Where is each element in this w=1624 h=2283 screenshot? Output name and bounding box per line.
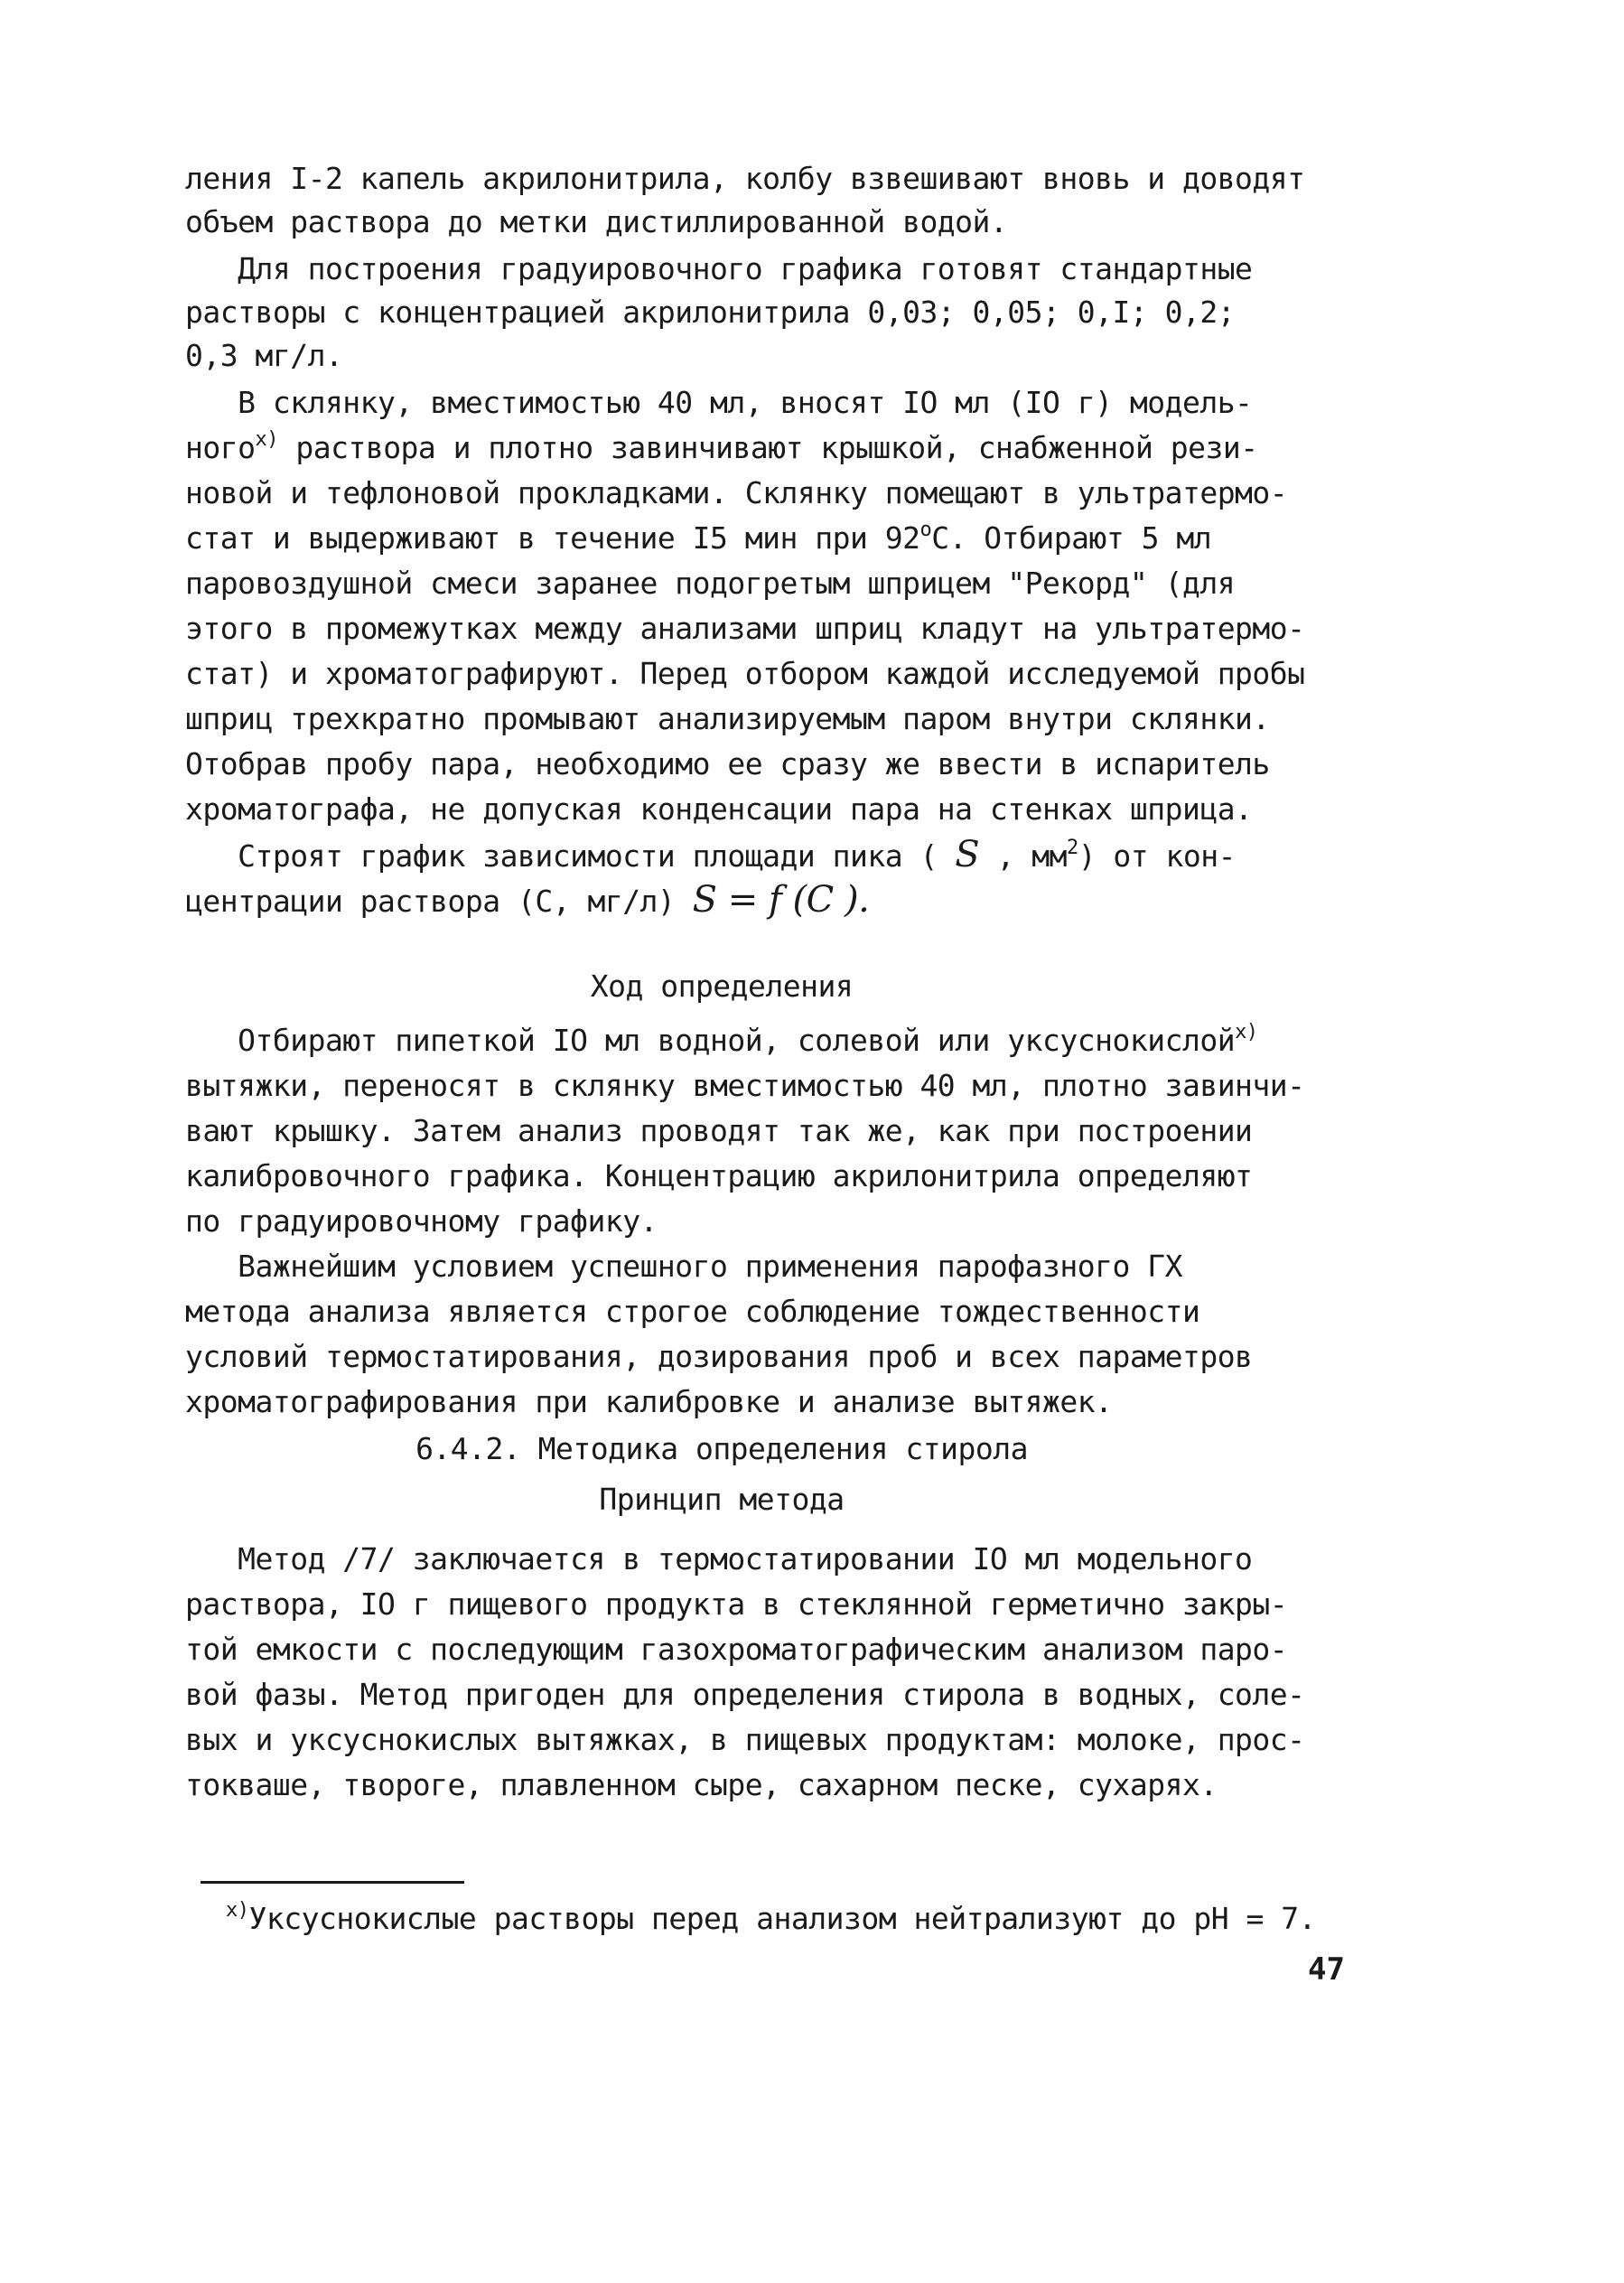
text-line: метода анализа является строгое соблюдение тождественности <box>185 1294 1200 1329</box>
handwritten-symbol: S <box>955 834 980 875</box>
text-line: Важнейшим условием успешного применения парофазного ГХ <box>185 1249 1182 1284</box>
text-fragment: Отбирают пипеткой IO мл водной, солевой или уксуснокислой <box>185 1023 1236 1058</box>
text-fragment: стат и выдерживают в течение I5 мин при 92 <box>185 520 920 556</box>
text-line: Метод /7/ заключается в термостатировании IO мл модельного <box>185 1541 1253 1577</box>
superscript: 2 <box>1066 837 1078 859</box>
subsection-heading: Принцип метода <box>599 1482 845 1517</box>
text-fragment: , мм <box>979 838 1067 874</box>
text-line: той емкости с последующим газохроматографическим анализом паро- <box>185 1632 1288 1667</box>
text-line: новой и тефлоновой прокладками. Склянку помещают в ультратермо- <box>185 475 1288 510</box>
text-line: вытяжки, переносят в склянку вместимостью 40 мл, плотно завинчи- <box>185 1068 1305 1103</box>
text-line: вой фазы. Метод пригоден для определения стирола в водных, соле- <box>185 1677 1305 1712</box>
footnote-marker: х) <box>226 1899 249 1922</box>
text-line <box>185 879 870 921</box>
text-line: 0,3 мг/л. <box>185 338 343 373</box>
footnote-marker: х) <box>1235 1021 1258 1043</box>
section-heading: 6.4.2. Методика определения стирола <box>415 1431 1028 1466</box>
footnote <box>226 1901 1316 1937</box>
text-line: ления I-2 капель акрилонитрила, колбу взвешивают вновь и доводят <box>185 161 1305 196</box>
text-line <box>185 834 1236 875</box>
text-line <box>185 1023 1258 1059</box>
text-line: раствора, IO г пищевого продукта в стеклянной герметично закры- <box>185 1586 1288 1622</box>
text-line: калибровочного графика. Концентрацию акрилонитрила определяют <box>185 1158 1253 1193</box>
text-fragment: ) от кон- <box>1078 838 1236 874</box>
text-fragment: ного <box>185 430 256 465</box>
page-number: 47 <box>1308 1951 1345 1988</box>
footnote-divider <box>201 1881 464 1884</box>
text-fragment: Строят график зависимости площади пика ( <box>185 838 956 874</box>
handwritten-formula: S = f (C ). <box>692 879 870 921</box>
text-line: Отобрав пробу пара, необходимо ее сразу же ввести в испаритель <box>185 746 1270 781</box>
text-line: паровоздушной смеси заранее подогретым шприцем "Рекорд" (для <box>185 566 1236 601</box>
text-line <box>185 430 1258 466</box>
text-fragment: раствора и плотно завинчивают крышкой, снабженной рези- <box>277 430 1258 465</box>
text-line: шприц трехкратно промывают анализируемым паром внутри склянки. <box>185 701 1270 736</box>
text-line: хроматографа, не допуская конденсации пара на стенках шприца. <box>185 791 1253 827</box>
text-fragment: С. Отбирают 5 мл <box>931 520 1212 556</box>
degree-sign: о <box>919 519 932 541</box>
text-line <box>185 520 1211 557</box>
text-line: хроматографирования при калибровке и анализе вытяжек. <box>185 1384 1113 1419</box>
text-fragment: центрации раствора (С, мг/л) <box>185 884 693 919</box>
text-line: стат) и хроматографируют. Перед отбором каждой исследуемой пробы <box>185 656 1305 691</box>
text-line: В склянку, вместимостью 40 мл, вносят IO мл (IO г) модель- <box>185 385 1253 420</box>
footnote-text: Уксуснокислые растворы перед анализом нейтрализуют до рН = 7. <box>248 1901 1316 1936</box>
text-line: по градуировочному графику. <box>185 1203 658 1239</box>
text-line: этого в промежутках между анализами шприц кладут на ультратермо- <box>185 611 1305 646</box>
text-line: вых и уксуснокислых вытяжках, в пищевых продуктам: молоке, прос- <box>185 1722 1305 1757</box>
section-heading: Ход определения <box>590 968 854 1004</box>
text-line: Для построения градуировочного графика готовят стандартные <box>185 251 1253 286</box>
text-line: объем раствора до метки дистиллированной водой. <box>185 204 1008 239</box>
text-line: токваше, твороге, плавленном сыре, сахарном песке, сухарях. <box>185 1767 1218 1802</box>
text-line: условий термостатирования, дозирования проб и всех параметров <box>185 1339 1253 1374</box>
text-line: растворы с концентрацией акрилонитрила 0,03; 0,05; 0,I; 0,2; <box>185 295 1236 330</box>
footnote-marker: х) <box>255 428 278 451</box>
text-line: вают крышку. Затем анализ проводят так же, как при построении <box>185 1113 1253 1148</box>
